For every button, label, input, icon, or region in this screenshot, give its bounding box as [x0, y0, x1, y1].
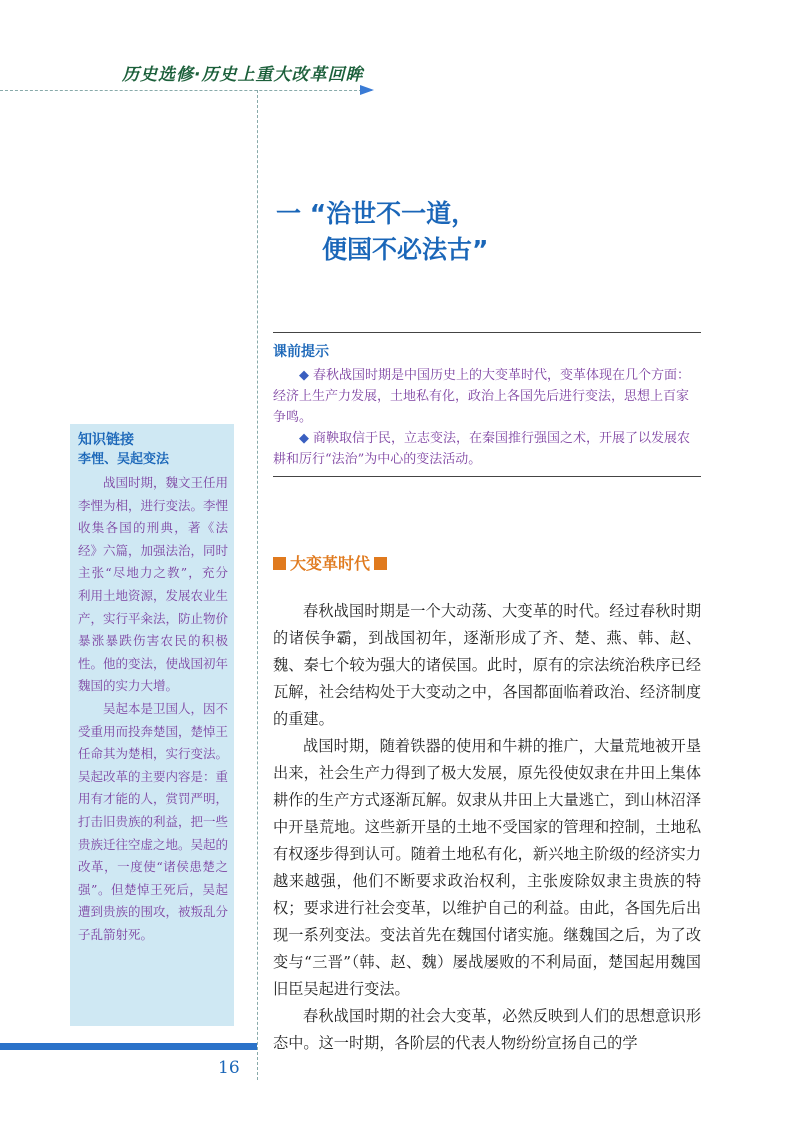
sidebar-paragraph: 战国时期，魏文王任用李悝为相，进行变法。李悝收集各国的刑典，著《法经》六篇，加强法治，同时主张“尽地力之教”，充分利用土地资源，发展农业生产，实行平籴法，防止物价暴涨暴跌伤害农民的积极性。他的变法，使战国初年魏国的实力大增。 [78, 475, 229, 694]
main-body-text [273, 598, 701, 1057]
body-paragraph: 春秋战国时期的社会大变革，必然反映到人们的思想意识形态中。这一时期，各阶层的代表人物纷纷宣扬自己的学 [273, 1007, 701, 1052]
knowledge-link-sidebar [70, 424, 234, 1026]
diamond-bullet-icon: ◆ [299, 368, 309, 383]
chapter-title-line-1: 一 “治世不一道， [276, 199, 477, 228]
footer-bar [0, 1043, 257, 1050]
page-number: 16 [218, 1058, 240, 1078]
section-heading-text: 大变革时代 [290, 554, 371, 573]
tip-text: 商鞅取信于民，立志变法，在秦国推行强国之术，开展了以发展农耕和厉行“法治”为中心的变法活动。 [273, 431, 691, 467]
body-paragraph: 战国时期，随着铁器的使用和牛耕的推广，大量荒地被开垦出来，社会生产力得到了极大发展，原先役使奴隶在井田上集体耕作的生产方式逐渐瓦解。奴隶从井田上大量逃亡，到山林沼泽中开垦荒地。这些新开垦的土地不受国家的管理和控制，土地私有权逐步得到认可。随着土地私有化，新兴地主阶级的经济实力越来越强，他们不断要求政治权利，主张废除奴隶主贵族的特权；要求进行社会变革，以维护自己的利益。由此，各国先后出现一系列变法。变法首先在魏国付诸实施。继魏国之后，为了改变与“三晋”（韩、赵、魏）屡战屡败的不利局面，楚国起用魏国旧臣吴起进行变法。 [273, 737, 701, 998]
diamond-bullet-icon: ◆ [299, 431, 309, 446]
pre-class-tips-box [273, 332, 701, 477]
sidebar-heading: 知识链接 [78, 432, 134, 448]
chapter-title-line-2: 便国不必法古” [322, 235, 489, 264]
header-arrow-icon [360, 85, 374, 95]
square-bullet-icon [374, 557, 387, 570]
body-paragraph: 春秋战国时期是一个大动荡、大变革的时代。经过春秋时期的诸侯争霸，到战国初年，逐渐形成了齐、楚、燕、韩、赵、魏、秦七个较为强大的诸侯国。此时，原有的宗法统治秩序已经瓦解，社会结构处于大变动之中，各国都面临着政治、经济制度的重建。 [273, 602, 701, 728]
sidebar-subheading: 李悝、吴起变法 [78, 452, 170, 467]
chapter-title [276, 196, 488, 268]
tip-text: 春秋战国时期是中国历史上的大变革时代，变革体现在几个方面：经济上生产力发展，土地私有化，政治上各国先后进行变法，思想上百家争鸣。 [273, 368, 691, 425]
tip-item [273, 428, 701, 470]
tip-item [273, 365, 701, 428]
tips-heading: 课前提示 [273, 344, 329, 360]
sidebar-paragraph: 吴起本是卫国人，因不受重用而投奔楚国，楚悼王任命其为楚相，实行变法。吴起改革的主要内容是：重用有才能的人，赏罚严明，打击旧贵族的利益，把一些贵族迁往空虚之地。吴起的改革，一度使“诸侯患楚之强”。但楚悼王死后，吴起遭到贵族的围攻，被叛乱分子乱箭射死。 [78, 700, 229, 942]
section-heading [273, 551, 387, 574]
square-bullet-icon [273, 557, 286, 570]
running-header-title: 历史选修·历史上重大改革回眸 [122, 65, 364, 85]
column-divider [257, 90, 258, 1080]
header-rule [0, 90, 372, 91]
